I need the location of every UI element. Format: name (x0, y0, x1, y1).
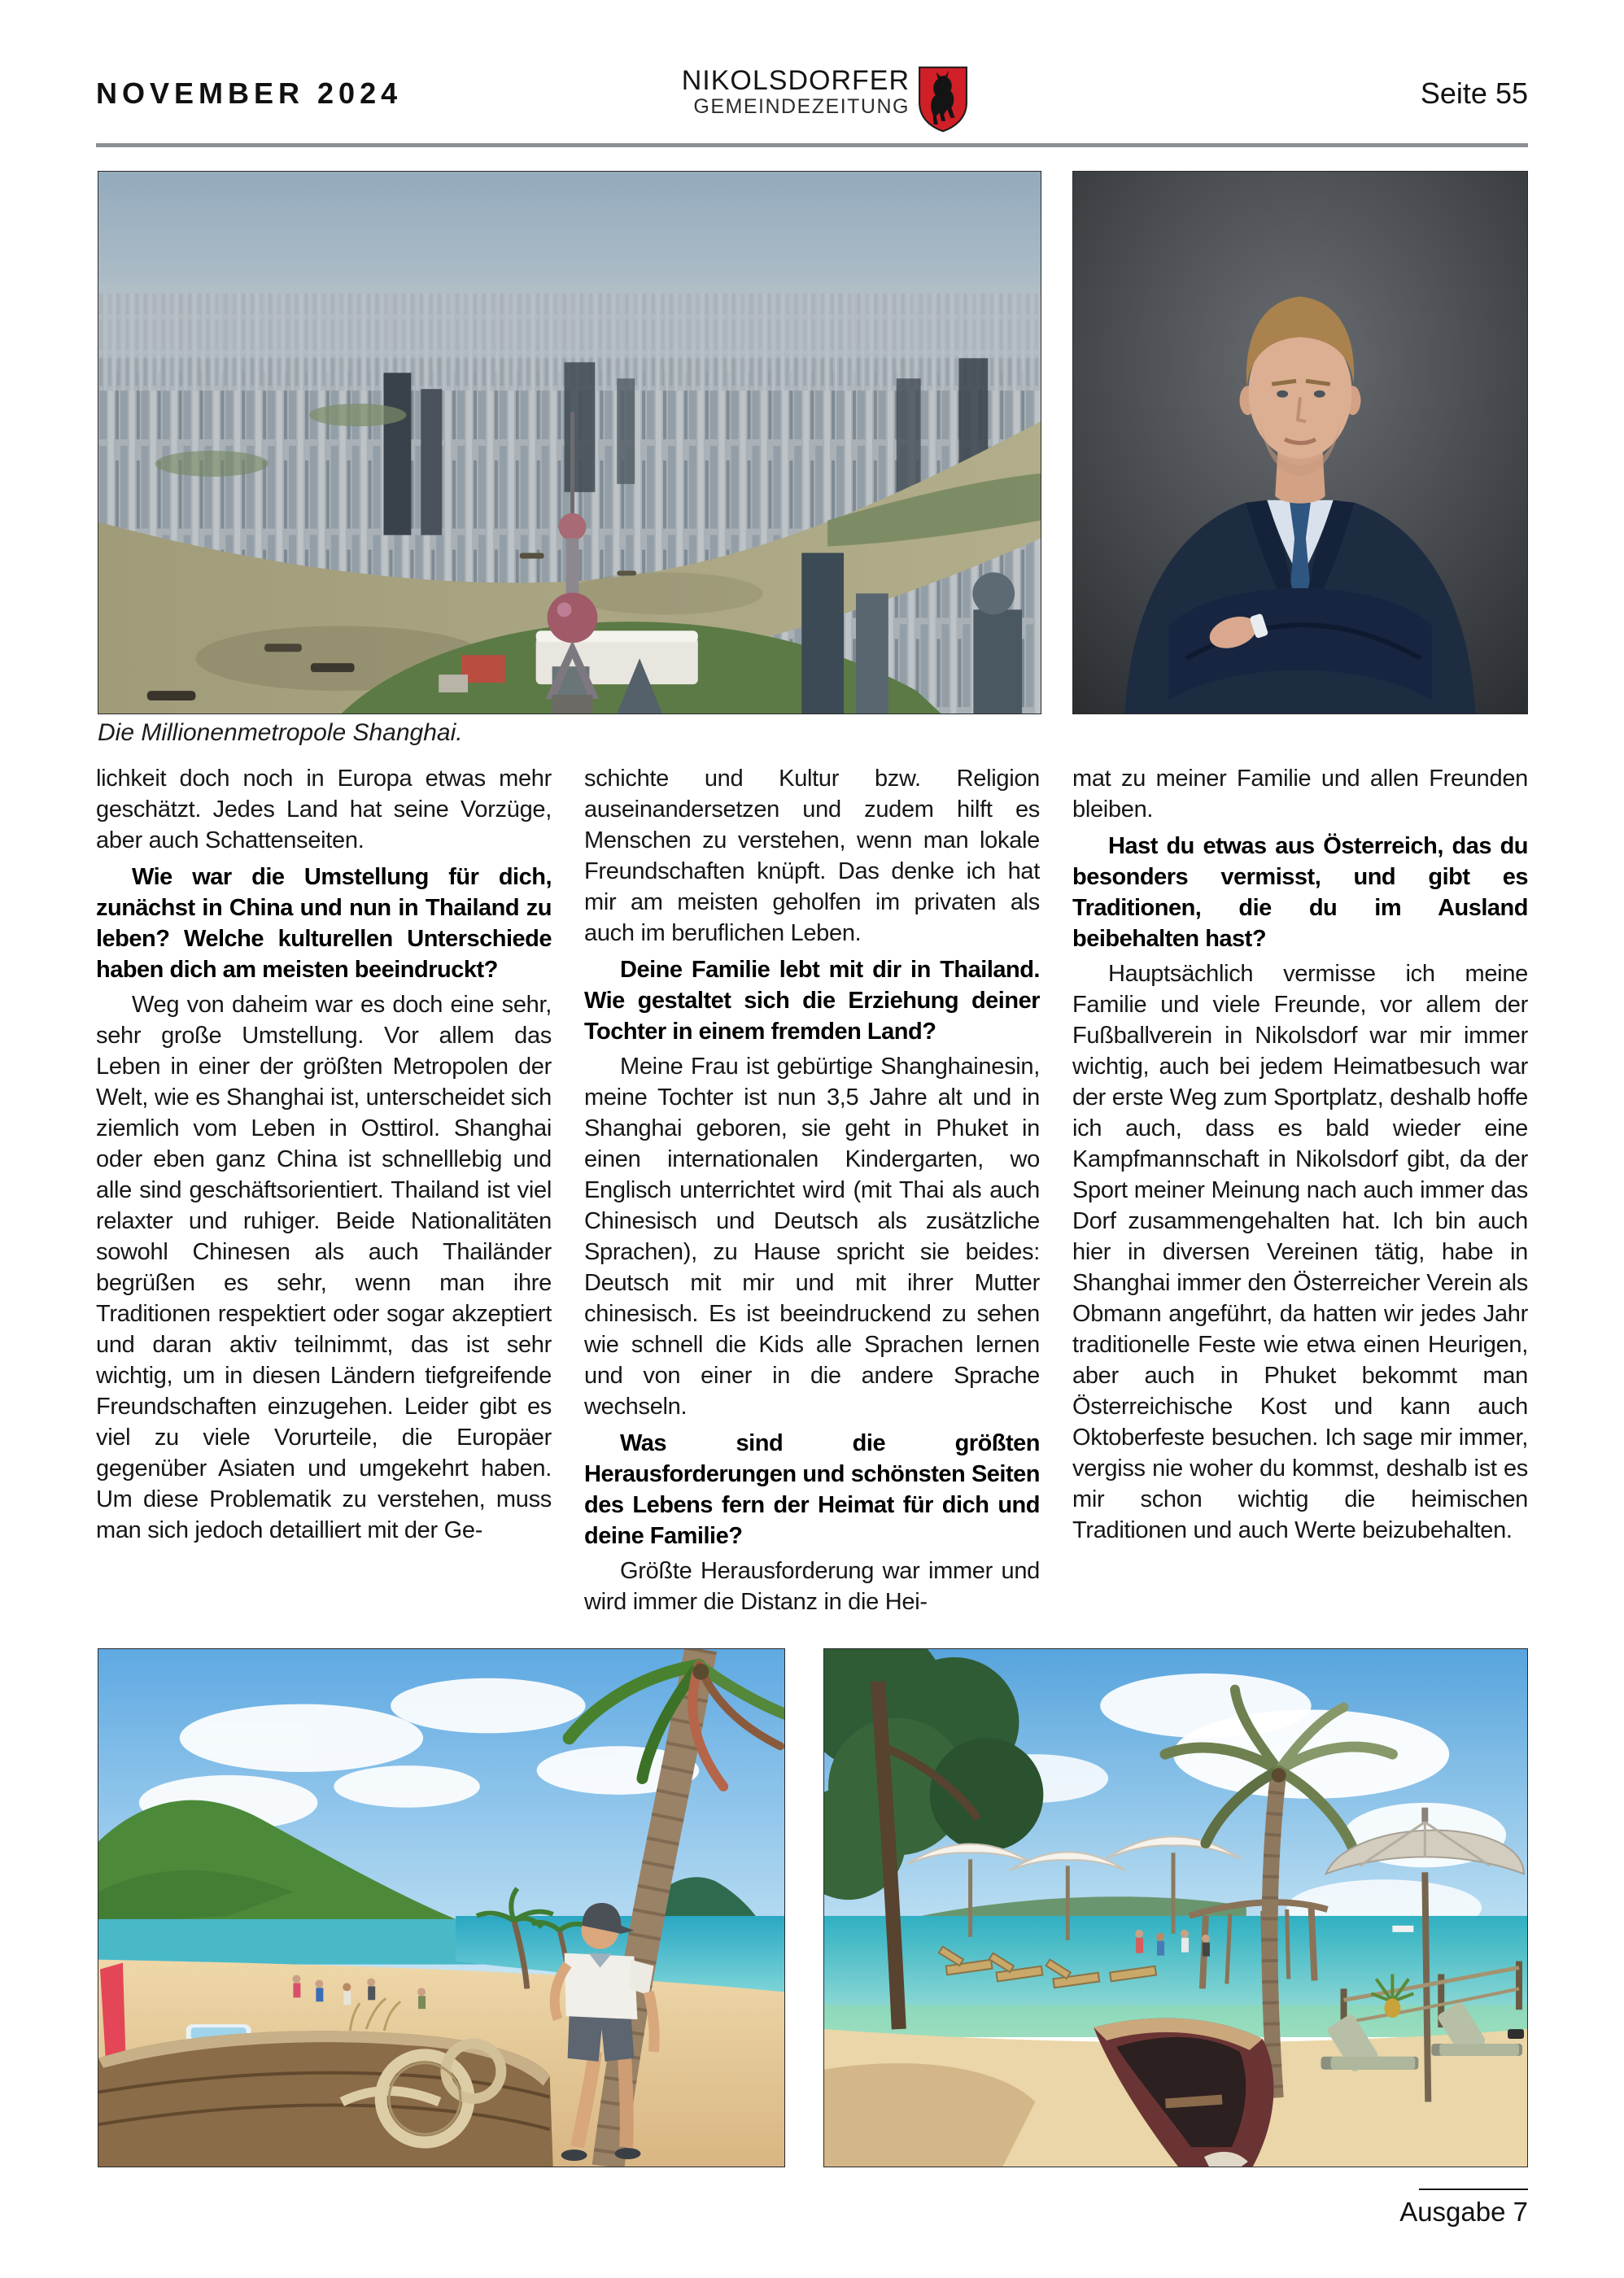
article-column-1 (96, 763, 552, 1642)
paragraph: Weg von daheim war es doch eine sehr, sehr große Umstellung. Vor allem das Leben in einer der größten Metropolen der Welt, wie es Shanghai ist, unterscheidet sich ziemlich vom Leben in Osttirol. Shanghai oder eben ganz China ist schnelllebig und alle sind geschäftsorientiert. Thailand ist viel relaxter und ruhiger. Beide Nationalitäten sowohl Chinesen als auch Thailänder begrüßen es sehr, wenn man ihre Traditionen respektiert oder sogar akzeptiert und daran aktiv teilnimmt, das ist sehr wichtig, um in diesen Ländern tiefgreifende Freundschaften einzugehen. Leider gibt es viel zu viele Vorurteile, die Europäer gegenüber Asiaten und umgekehrt haben. Um diese Problematik zu verstehen, muss man sich jedoch detailliert mit der Ge- (96, 992, 552, 1543)
issue-number: Ausgabe 7 (1399, 2197, 1528, 2227)
photo-shanghai-cityscape (98, 171, 1041, 714)
masthead-logo (682, 67, 910, 117)
photo-beach-phuket-boat (823, 1648, 1528, 2167)
paragraph: schichte und Kultur bzw. Religion auseinandersetzen und zudem hilft es Menschen zu verstehen, wenn man lokale Freundschaften knüpft. Das denke ich hat mir am meisten geholfen im privaten als auch im beruflichen Leben. (584, 766, 1040, 946)
masthead-title: NIKOLSDORFER (681, 65, 910, 96)
page-number: Seite 55 (1420, 76, 1528, 110)
interview-question: Was sind die größten Herausforderungen und schönsten Seiten des Lebens fern der Heimat für dich und deine Familie? (584, 1430, 1040, 1549)
masthead-subtitle: GEMEINDEZEITUNG (693, 94, 910, 118)
interview-question: Wie war die Umstellung für dich, zunächst in China und nun in Thailand zu leben? Welche kulturellen Unterschiede haben dich am meisten beeindruckt? (96, 864, 552, 983)
header-divider (96, 143, 1528, 147)
nikolsdorf-crest-icon (918, 62, 968, 137)
interview-question: Deine Familie lebt mit dir in Thailand. Wie gestaltet sich die Erziehung deiner Tochter in einem fremden Land? (584, 957, 1040, 1045)
paragraph: Hauptsächlich vermisse ich meine Familie und viele Freunde, vor allem der Fußballverein in Nikolsdorf war mir immer wichtig, auch bei jedem Heimatbesuch war der erste Weg zum Sportplatz, deshalb hoffe ich auch, dass es bald wieder eine Kampfmannschaft in Nikolsdorf gibt, da der Sport meiner Meinung nach auch immer das Dorf zusammengehalten hat. Ich bin auch hier in diversen Vereinen tätig, habe in Shanghai immer den Österreicher Verein als Obmann angeführt, da hatten wir jedes Jahr traditionelle Feste wie etwa einen Heurigen, aber auch in Phuket bekommt man Österreichische Kost und kann auch Oktoberfeste besuchen. Ich sage mir immer, vergiss nie woher du kommst, deshalb ist es mir schon wichtig die heimischen Traditionen und auch Werte beizubehalten. (1072, 961, 1528, 1543)
paragraph: Meine Frau ist gebürtige Shanghainesin, meine Tochter ist nun 3,5 Jahre alt und in Shanghai geboren, sie geht in Phuket in einen internationalen Kindergarten, wo Englisch unterrichtet wird (mit Thai als auch Chinesisch und Deutsch als zusätzliche Sprachen), zu Hause spricht sie beides: Deutsch mit mir und mit ihrer Mutter chinesisch. Es ist beeindruckend zu sehen wie schnell die Kids alle Sprachen lernen und von einer in die andere Sprache wechseln. (584, 1054, 1040, 1420)
article-body (96, 763, 1528, 1642)
article-column-3 (1072, 763, 1528, 1642)
photo-portrait-man-suit (1072, 171, 1528, 714)
paragraph: lichkeit doch noch in Europa etwas mehr geschätzt. Jedes Land hat seine Vorzüge, aber auch Schattenseiten. (96, 766, 552, 853)
issue-date: NOVEMBER 2024 (96, 76, 403, 110)
interview-question: Hast du etwas aus Österreich, das du besonders vermisst, und gibt es Traditionen, die du im Ausland beibehalten hast? (1072, 833, 1528, 952)
paragraph: mat zu meiner Familie und allen Freunden bleiben. (1072, 766, 1528, 823)
photo-caption: Die Millionenmetropole Shanghai. (98, 719, 463, 746)
photo-beach-palm-man (98, 1648, 785, 2167)
paragraph: Größte Herausforderung war immer und wird immer die Distanz in die Hei- (584, 1558, 1040, 1615)
article-column-2 (584, 763, 1040, 1642)
footer-divider (1419, 2189, 1528, 2190)
